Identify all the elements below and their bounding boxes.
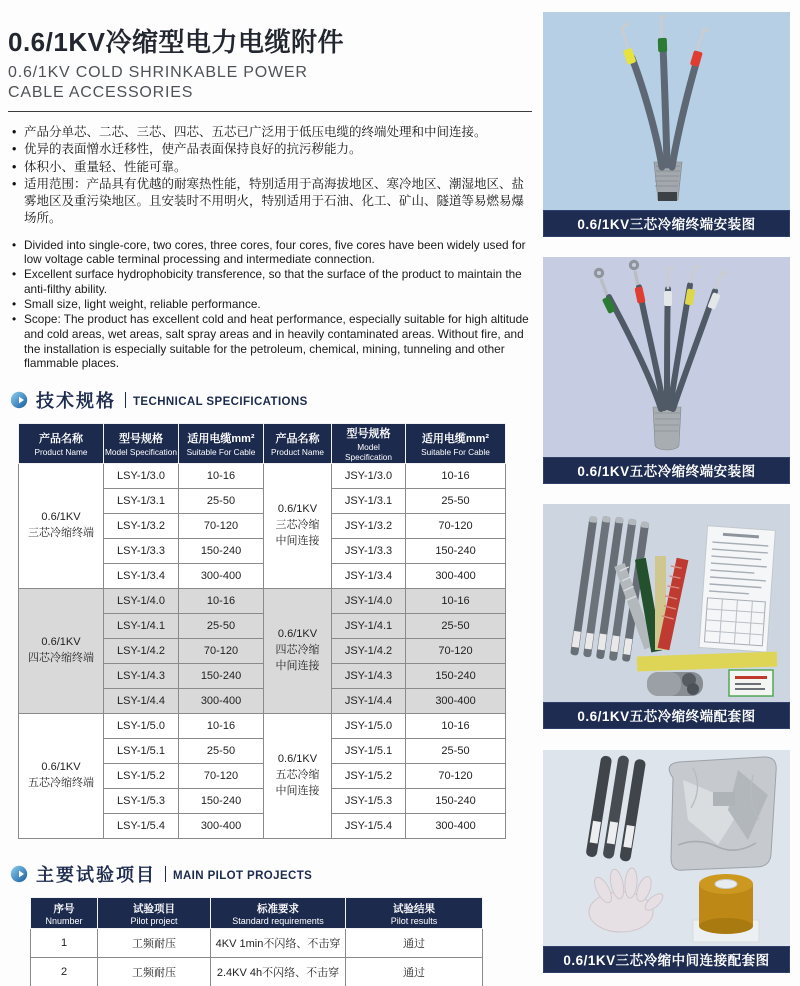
model-cell: JSY-1/3.0 — [332, 464, 406, 489]
pilot-header-row — [31, 898, 483, 929]
page-subtitle — [8, 63, 532, 102]
feature-item-zh: • 体积小、重量轻、性能可靠。 — [10, 159, 532, 176]
pilot-col-header: 试验项目 Pilot project — [98, 898, 211, 929]
feature-item-zh: • 产品分单芯、二芯、三芯、四芯、五芯已广泛用于低压电缆的终端处理和中间连接。 — [10, 124, 532, 141]
cable-cell: 70-120 — [406, 514, 506, 539]
cable-cell: 150-240 — [179, 789, 264, 814]
spec-col-header: 型号规格 Model Specification — [104, 424, 179, 464]
model-cell: LSY-1/4.4 — [104, 689, 179, 714]
table-row — [19, 714, 506, 739]
model-cell: LSY-1/4.3 — [104, 664, 179, 689]
cable-cell: 25-50 — [406, 739, 506, 764]
cable-cell: 150-240 — [179, 539, 264, 564]
cable-cell: 150-240 — [406, 664, 506, 689]
cable-sleeve — [653, 407, 681, 450]
model-cell: LSY-1/3.2 — [104, 514, 179, 539]
features-list-en — [10, 238, 532, 372]
section-arrow-icon — [10, 865, 28, 883]
section-title-zh: 技术规格 — [36, 391, 116, 412]
model-cell: JSY-1/4.2 — [332, 639, 406, 664]
cable-cell: 300-400 — [406, 564, 506, 589]
model-cell: LSY-1/3.1 — [104, 489, 179, 514]
spec-header-row — [19, 424, 506, 464]
cable-cell: 10-16 — [406, 464, 506, 489]
product-name-cell: 0.6/1KV 三芯冷缩终端 — [19, 464, 104, 589]
section-title-zh: 主要试验项目 — [36, 865, 156, 886]
cable-cell: 150-240 — [406, 789, 506, 814]
cable-cell: 70-120 — [179, 639, 264, 664]
cable-cell: 25-50 — [406, 614, 506, 639]
spec-col-header: 型号规格 Model Specification — [332, 424, 406, 464]
cable-cell: 300-400 — [179, 814, 264, 839]
photo-3core-terminal-installation — [543, 12, 790, 210]
product-name-cell: 0.6/1KV 四芯冷缩终端 — [19, 589, 104, 714]
result-cell: 通过 — [346, 929, 483, 958]
product-name-cell: 0.6/1KV 四芯冷缩 中间连接 — [264, 589, 332, 714]
tape-roll — [693, 874, 759, 942]
product-name-cell: 0.6/1KV 五芯冷缩终端 — [19, 714, 104, 839]
instruction-sheet — [699, 526, 775, 652]
cable-cell: 300-400 — [179, 564, 264, 589]
table-row — [19, 464, 506, 489]
cable-cell: 300-400 — [406, 689, 506, 714]
photo-5core-terminal-installation — [543, 257, 790, 457]
cable-cell: 10-16 — [406, 714, 506, 739]
model-cell: JSY-1/5.0 — [332, 714, 406, 739]
model-cell: JSY-1/3.2 — [332, 514, 406, 539]
page-subtitle-line2: CABLE ACCESSORIES — [8, 83, 194, 101]
pilot-col-header: 标准要求 Standard requirements — [211, 898, 346, 929]
title-divider — [8, 111, 532, 112]
spec-col-header: 产品名称 Product Name — [19, 424, 104, 464]
cable-cell: 25-50 — [179, 614, 264, 639]
photo-card — [543, 750, 790, 973]
product-name-cell: 0.6/1KV 五芯冷缩 中间连接 — [264, 714, 332, 839]
requirement-cell: 4KV 1min不闪络、不击穿 — [211, 929, 346, 958]
cable-cell: 25-50 — [406, 489, 506, 514]
table-row — [19, 589, 506, 614]
model-cell: LSY-1/5.1 — [104, 739, 179, 764]
section-title-separator — [165, 866, 166, 882]
section-title-en: TECHNICAL SPECIFICATIONS — [133, 396, 308, 409]
project-cell: 工频耐压 — [98, 958, 211, 986]
feature-item-en: • Divided into single-core, two cores, three cores, four cores, five cores have been widely used for low voltage cable terminal processing and intermediate connection. — [10, 238, 532, 268]
photo-caption: 0.6/1KV三芯冷缩中间连接配套图 — [543, 946, 790, 973]
cable-cell: 70-120 — [406, 639, 506, 664]
features-list-zh — [10, 124, 532, 228]
model-cell: LSY-1/3.4 — [104, 564, 179, 589]
section-arrow-icon — [10, 391, 28, 409]
photo-card — [543, 12, 790, 237]
cable-cell: 10-16 — [179, 589, 264, 614]
cable-end-piece — [647, 672, 703, 696]
spec-col-header: 适用电缆mm² Suitable For Cable — [179, 424, 264, 464]
section-title-en: MAIN PILOT PROJECTS — [173, 870, 313, 883]
cable-cell: 25-50 — [179, 489, 264, 514]
model-cell: LSY-1/5.0 — [104, 714, 179, 739]
photo-caption: 0.6/1KV五芯冷缩终端配套图 — [543, 702, 790, 729]
pilot-col-header: 序号 Nnumber — [31, 898, 98, 929]
number-cell: 2 — [31, 958, 98, 986]
feature-item-zh: • 优异的表面憎水迁移性，使产品表面保持良好的抗污秽能力。 — [10, 141, 532, 158]
photo-card — [543, 504, 790, 729]
model-cell: LSY-1/4.2 — [104, 639, 179, 664]
model-cell: JSY-1/3.3 — [332, 539, 406, 564]
photo-3core-joint-kit — [543, 750, 790, 946]
photo-caption: 0.6/1KV五芯冷缩终端安装图 — [543, 457, 790, 484]
page-title: 0.6/1KV冷缩型电力电缆附件 — [8, 27, 344, 57]
cable-cell: 25-50 — [179, 739, 264, 764]
model-cell: LSY-1/4.0 — [104, 589, 179, 614]
feature-item-en: • Excellent surface hydrophobicity transference, so that the surface of the product to maintain the anti-filthy ability. — [10, 267, 532, 297]
project-cell: 工频耐压 — [98, 929, 211, 958]
model-cell: LSY-1/3.3 — [104, 539, 179, 564]
product-name-cell: 0.6/1KV 三芯冷缩 中间连接 — [264, 464, 332, 589]
cable-cell: 150-240 — [406, 539, 506, 564]
model-cell: JSY-1/5.2 — [332, 764, 406, 789]
model-cell: LSY-1/5.2 — [104, 764, 179, 789]
feature-item-en: • Scope: The product has excellent cold and heat performance, especially suitable for high altitude and cold areas, wet areas, salt spray areas and in heavily contaminated areas. Without fire, and the installation is especially suitable for the petroleum, chemical, mining, tunneling and other flammable places. — [10, 312, 532, 371]
foil-bag — [669, 757, 776, 870]
photo-caption: 0.6/1KV三芯冷缩终端安装图 — [543, 210, 790, 237]
photo-5core-terminal-kit — [543, 504, 790, 702]
model-cell: JSY-1/4.3 — [332, 664, 406, 689]
cable-cell: 10-16 — [179, 464, 264, 489]
cable-cell: 300-400 — [406, 814, 506, 839]
number-cell: 1 — [31, 929, 98, 958]
cable-cell: 70-120 — [406, 764, 506, 789]
feature-item-en: • Small size, light weight, reliable performance. — [10, 297, 532, 312]
model-cell: JSY-1/3.4 — [332, 564, 406, 589]
requirement-cell: 2.4KV 4h不闪络、不击穿 — [211, 958, 346, 986]
model-cell: LSY-1/4.1 — [104, 614, 179, 639]
result-cell: 通过 — [346, 958, 483, 986]
feature-item-zh: • 适用范围：产品具有优越的耐寒热性能，特别适用于高海拔地区、寒冷地区、潮湿地区、盐雾地区及重污染地区。且安装时不用明火，特别适用于石油、化工、矿山、隧道等易燃易爆场所。 — [10, 176, 532, 228]
cable-cell: 10-16 — [406, 589, 506, 614]
section-title-separator — [125, 392, 126, 408]
photo-card — [543, 257, 790, 484]
table-row — [31, 958, 483, 986]
cable-cell: 70-120 — [179, 764, 264, 789]
pilot-table — [30, 897, 483, 986]
section-header-pilot — [10, 861, 532, 887]
cable-cell: 70-120 — [179, 514, 264, 539]
model-cell: LSY-1/5.4 — [104, 814, 179, 839]
model-cell: JSY-1/4.4 — [332, 689, 406, 714]
kit-label — [729, 670, 773, 696]
page-subtitle-line1: 0.6/1KV COLD SHRINKABLE POWER — [8, 64, 308, 81]
cable-cell: 300-400 — [179, 689, 264, 714]
cable-cell: 10-16 — [179, 714, 264, 739]
spec-col-header: 适用电缆mm² Suitable For Cable — [406, 424, 506, 464]
model-cell: LSY-1/3.0 — [104, 464, 179, 489]
spec-table — [18, 423, 506, 839]
model-cell: JSY-1/5.4 — [332, 814, 406, 839]
model-cell: JSY-1/3.1 — [332, 489, 406, 514]
spec-col-header: 产品名称 Product Name — [264, 424, 332, 464]
model-cell: JSY-1/4.1 — [332, 614, 406, 639]
table-row — [31, 929, 483, 958]
model-cell: JSY-1/4.0 — [332, 589, 406, 614]
pilot-col-header: 试验结果 Pilot results — [346, 898, 483, 929]
model-cell: JSY-1/5.3 — [332, 789, 406, 814]
model-cell: JSY-1/5.1 — [332, 739, 406, 764]
section-header-specs — [10, 387, 532, 413]
content-column — [8, 16, 532, 986]
model-cell: LSY-1/5.3 — [104, 789, 179, 814]
cable-cell: 150-240 — [179, 664, 264, 689]
